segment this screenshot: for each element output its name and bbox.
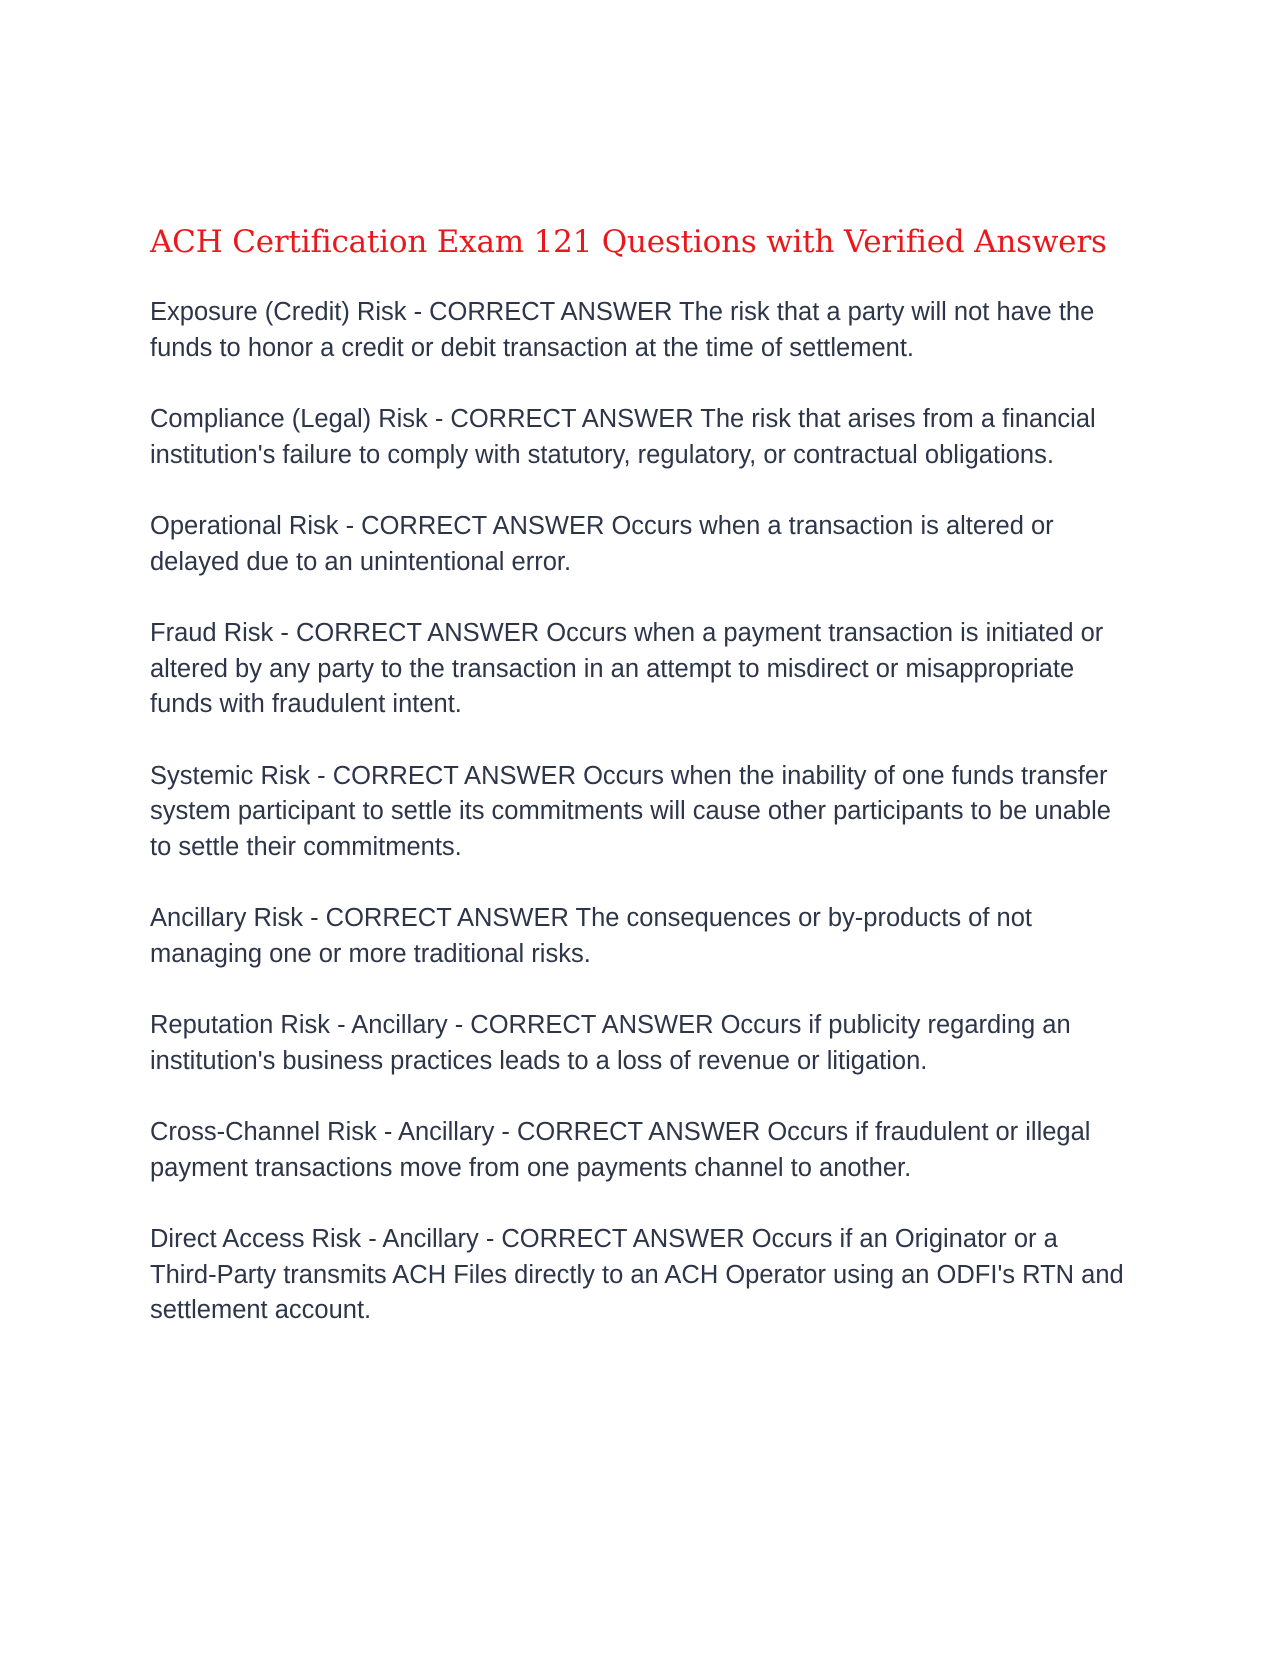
qa-entry-fraud-risk: Fraud Risk - CORRECT ANSWER Occurs when a payment transaction is initiated or altered by any party to the transaction in an attempt to misdirect or misappropriate funds with fraudulent intent.	[150, 619, 1104, 718]
qa-entry-cross-channel-risk: Cross-Channel Risk - Ancillary - CORRECT ANSWER Occurs if fraudulent or illegal payment transactions move from one payments channel to another.	[150, 1118, 1091, 1182]
document-title: ACH Certification Exam 121 Questions with Verified Answers	[150, 224, 1107, 260]
document-content	[150, 216, 1130, 1365]
qa-entry-direct-access-risk: Direct Access Risk - Ancillary - CORRECT ANSWER Occurs if an Originator or a Third-Party transmits ACH Files directly to an ACH Operator using an ODFI's RTN and settlement account.	[150, 1225, 1124, 1324]
qa-entry-operational-risk: Operational Risk - CORRECT ANSWER Occurs when a transaction is altered or delayed due to an unintentional error.	[150, 512, 1054, 576]
qa-entry-compliance-risk: Compliance (Legal) Risk - CORRECT ANSWER The risk that arises from a financial institution's failure to comply with statutory, regulatory, or contractual obligations.	[150, 405, 1096, 469]
qa-entry-systemic-risk: Systemic Risk - CORRECT ANSWER Occurs when the inability of one funds transfer system participant to settle its commitments will cause other participants to be unable to settle their commitments.	[150, 761, 1111, 861]
qa-entry-exposure-risk: Exposure (Credit) Risk - CORRECT ANSWER The risk that a party will not have the funds to honor a credit or debit transaction at the time of settlement.	[150, 298, 1095, 362]
qa-entry-reputation-risk: Reputation Risk - Ancillary - CORRECT ANSWER Occurs if publicity regarding an institution's business practices leads to a loss of revenue or litigation.	[150, 1011, 1071, 1075]
qa-entry-ancillary-risk: Ancillary Risk - CORRECT ANSWER The consequences or by-products of not managing one or more traditional risks.	[150, 904, 1032, 968]
